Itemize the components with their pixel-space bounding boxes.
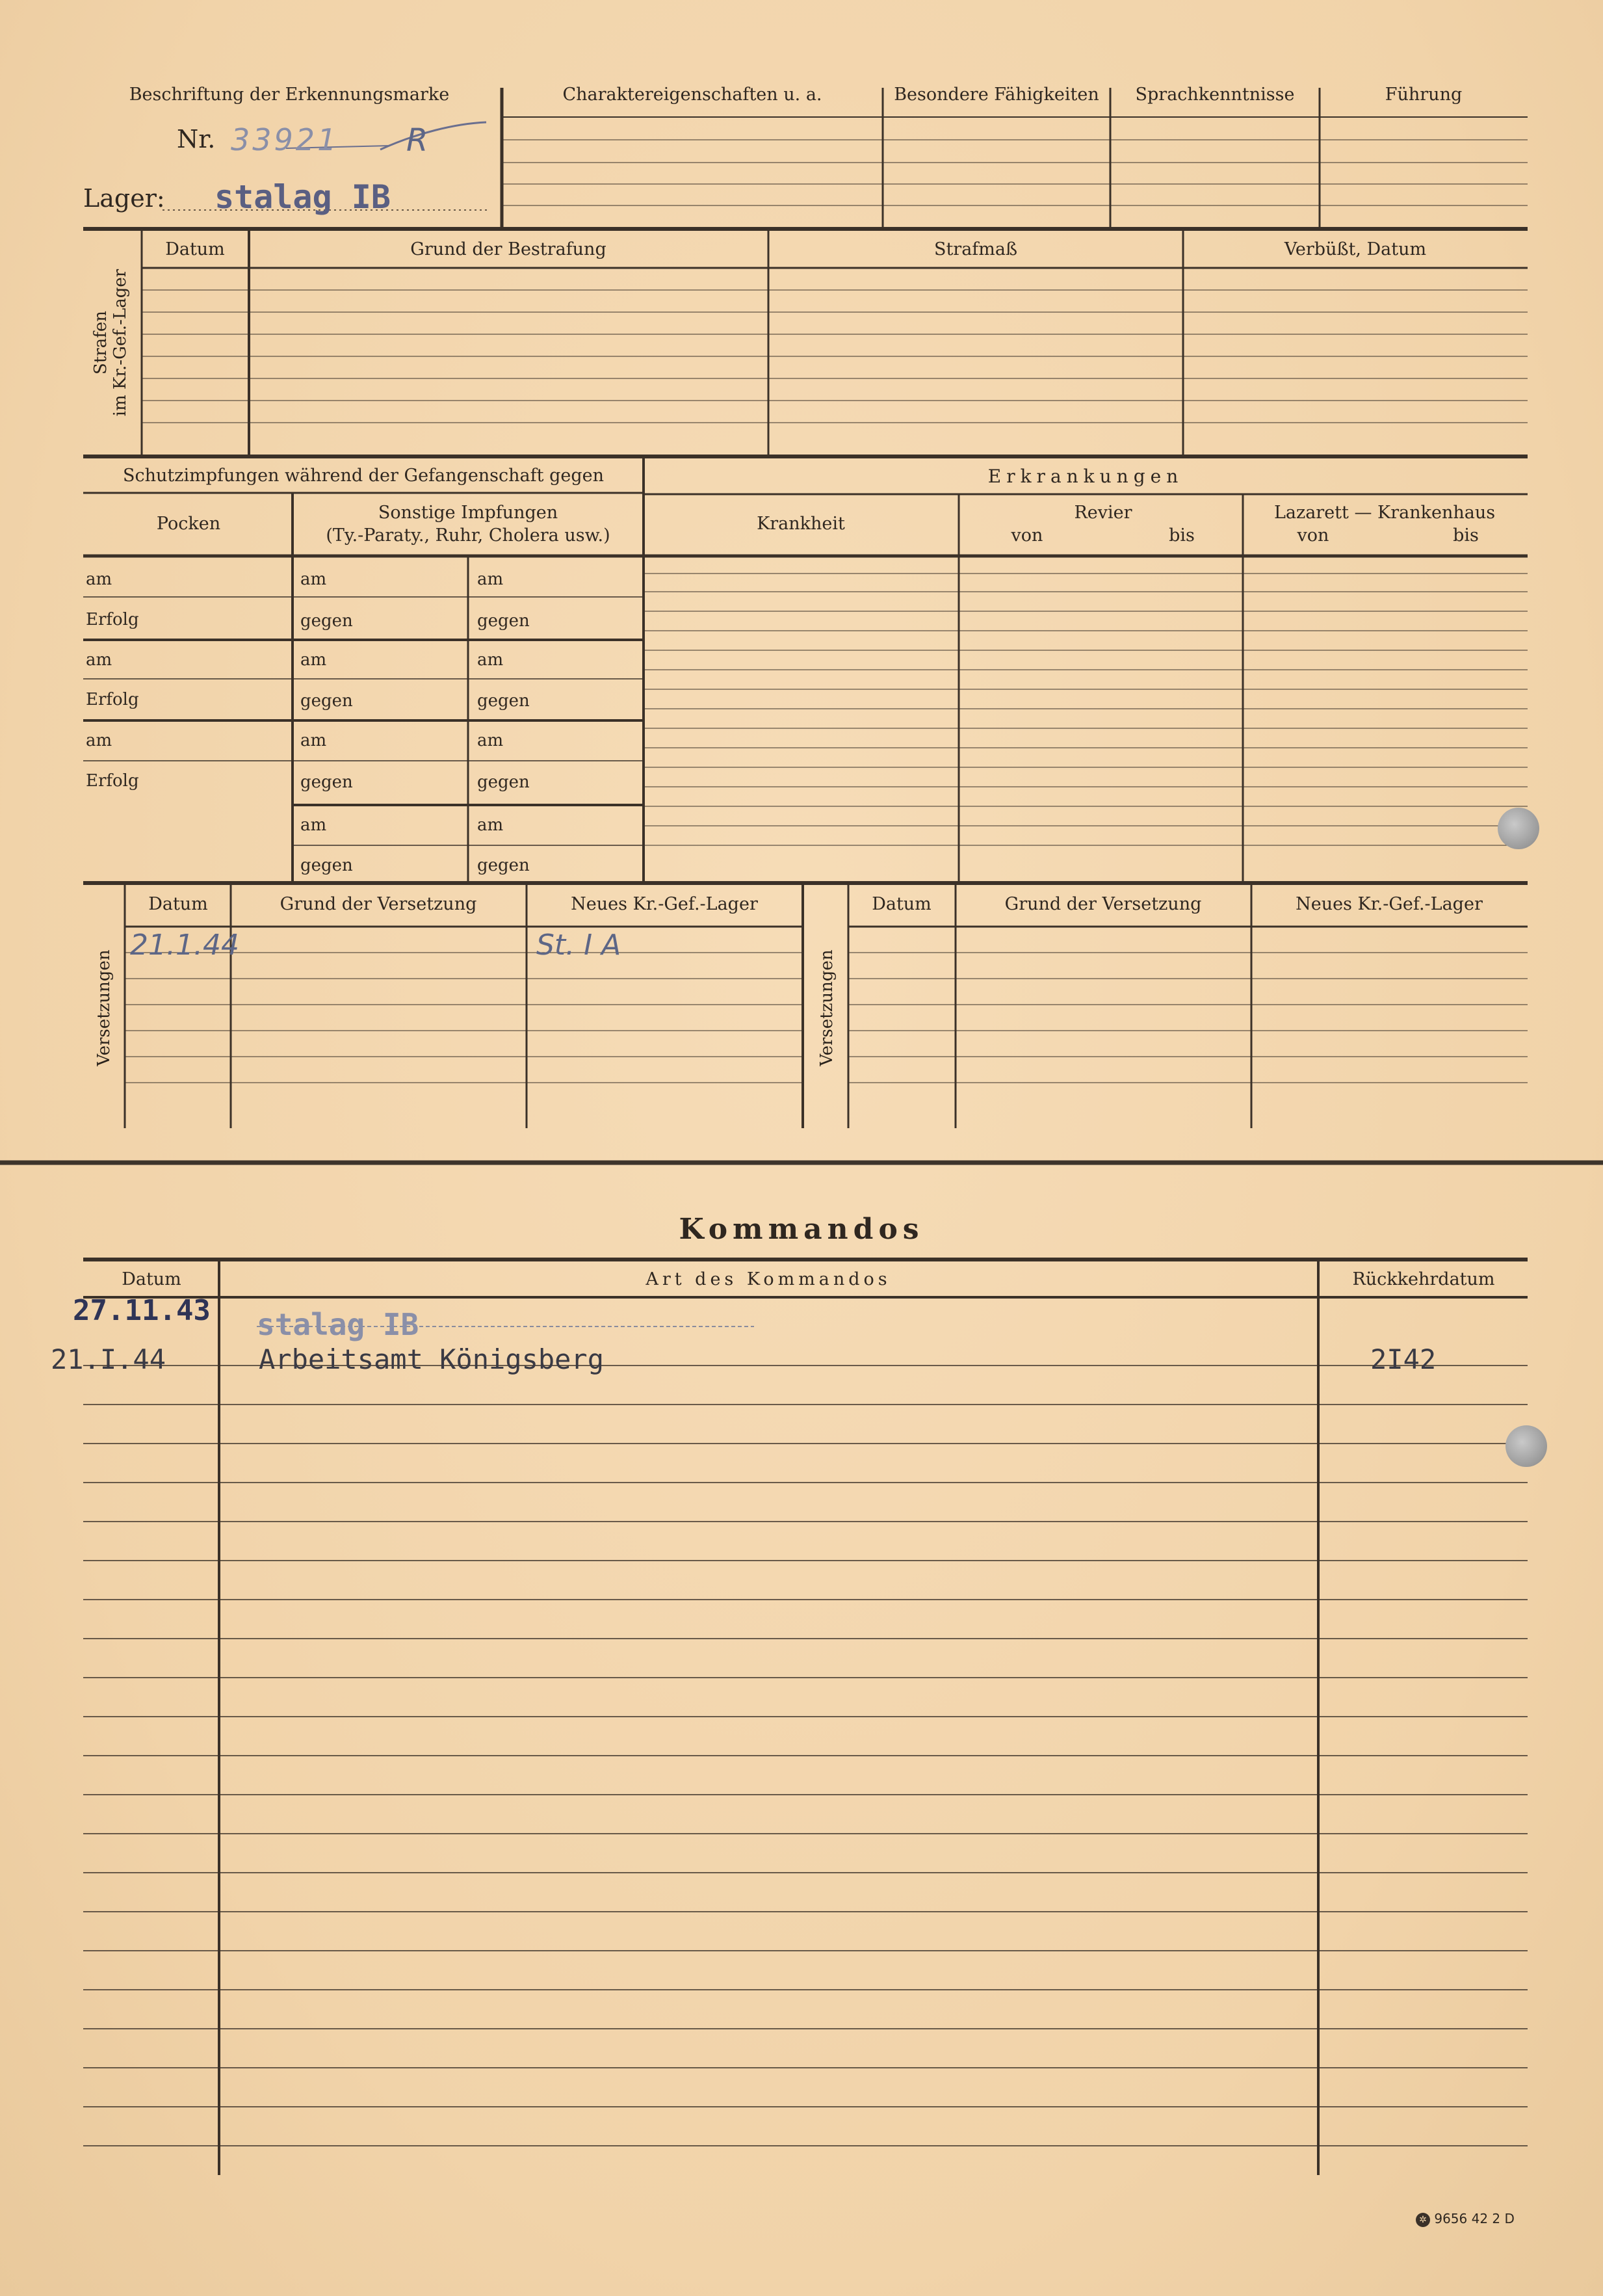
- lazarett-header: Lazarett — Krankenhaus: [1273, 503, 1496, 523]
- nr-suffix: R: [406, 122, 428, 159]
- strafen-side-line2: im Kr.-Gef.-Lager: [111, 269, 130, 417]
- sonstige-am-a4: am: [300, 815, 327, 835]
- kommando-art-header: Art des Kommandos: [645, 1269, 891, 1289]
- revier-bis: bis: [1169, 525, 1195, 546]
- kommando-entry-text: Arbeitsamt Königsberg: [259, 1343, 605, 1375]
- kommando-rueckkehr-header: Rückkehrdatum: [1352, 1269, 1495, 1289]
- lazarett-bis: bis: [1453, 525, 1479, 546]
- erkrankungen-title: Erkrankungen: [987, 466, 1184, 487]
- punch-hole-upper: [1498, 808, 1539, 849]
- strafen-side-label: [91, 269, 130, 416]
- nr-value: 33921: [231, 122, 339, 157]
- strafen-side-line1: Strafen: [91, 311, 111, 375]
- sprachkenntnisse-header: Sprachkenntnisse: [1135, 85, 1295, 105]
- impfungen-title: Schutzimpfungen während der Gefangenschaft gegen: [123, 466, 604, 486]
- pocken-am-1: am: [86, 570, 112, 589]
- versetzung-datum-header-right: Datum: [872, 894, 932, 914]
- erkennungsmarke-header: Beschriftung der Erkennungsmarke: [129, 85, 450, 105]
- sonstige-gegen-b4: gegen: [477, 856, 530, 875]
- kommando-datum-header: Datum: [122, 1269, 181, 1289]
- print-code: [1416, 2211, 1515, 2227]
- revier-header: Revier: [1074, 503, 1132, 523]
- versetzung-lager-header-right: Neues Kr.-Gef.-Lager: [1296, 894, 1483, 914]
- versetzung-grund-header-right: Grund der Versetzung: [1004, 894, 1202, 914]
- lazarett-von: von: [1297, 525, 1329, 546]
- sonstige-am-b1: am: [477, 570, 504, 589]
- versetzung-entry-lager: St. I A: [536, 929, 621, 962]
- kommando-entry-date: 21.I.44: [51, 1343, 166, 1375]
- sonstige-am-b4: am: [477, 815, 504, 835]
- strafen-datum-header: Datum: [165, 239, 225, 259]
- fuehrung-header: Führung: [1385, 85, 1463, 105]
- strafen-strafmass-header: Strafmaß: [933, 239, 1018, 259]
- lager-label: Lager:: [83, 184, 165, 213]
- sonstige-am-a1: am: [300, 570, 327, 589]
- nr-label: Nr.: [177, 125, 216, 153]
- sonstige-subheader: (Ty.-Paraty., Ruhr, Cholera usw.): [326, 525, 610, 546]
- versetzung-lager-header-left: Neues Kr.-Gef.-Lager: [571, 894, 758, 914]
- lager-stamp: stalag IB: [215, 178, 391, 216]
- krankheit-header: Krankheit: [757, 514, 845, 534]
- sonstige-gegen-b2: gegen: [477, 691, 530, 711]
- sonstige-gegen-a4: gegen: [300, 856, 353, 875]
- sonstige-gegen-a3: gegen: [300, 772, 353, 792]
- versetzung-datum-header-left: Datum: [148, 894, 208, 914]
- strafen-grund-header: Grund der Bestrafung: [410, 239, 606, 259]
- strafen-verbuesst-header: Verbüßt, Datum: [1284, 239, 1427, 259]
- pocken-erfolg-3: Erfolg: [86, 771, 139, 791]
- sonstige-am-b2: am: [477, 650, 504, 670]
- charakter-header: Charaktereigenschaften u. a.: [562, 85, 822, 105]
- pocken-am-2: am: [86, 650, 112, 670]
- versetzungen-side-label-right: Versetzungen: [817, 949, 837, 1066]
- versetzung-entry-datum: 21.1.44: [130, 929, 239, 962]
- print-seal-icon: ✲: [1416, 2213, 1430, 2227]
- sonstige-gegen-b1: gegen: [477, 611, 530, 631]
- pocken-erfolg-2: Erfolg: [86, 690, 139, 709]
- pocken-erfolg-1: Erfolg: [86, 610, 139, 629]
- kommandos-title: Kommandos: [679, 1213, 924, 1246]
- sonstige-am-a3: am: [300, 731, 327, 750]
- pocken-header: Pocken: [156, 514, 221, 534]
- kommando-stamp-text: stalag IB: [257, 1307, 419, 1342]
- versetzungen-side-label-left: Versetzungen: [94, 949, 114, 1066]
- revier-von: von: [1011, 525, 1043, 546]
- versetzung-grund-header-left: Grund der Versetzung: [280, 894, 477, 914]
- sonstige-gegen-a1: gegen: [300, 611, 353, 631]
- sonstige-header: Sonstige Impfungen: [378, 503, 558, 523]
- faehigkeiten-header: Besondere Fähigkeiten: [894, 85, 1099, 105]
- sonstige-am-b3: am: [477, 731, 504, 750]
- punch-hole-lower: [1505, 1425, 1547, 1467]
- kommando-stamp-date: 27.11.43: [73, 1294, 211, 1327]
- sonstige-am-a2: am: [300, 650, 327, 670]
- pocken-am-3: am: [86, 731, 112, 750]
- print-code-text: 9656 42 2 D: [1434, 2211, 1515, 2226]
- sonstige-gegen-b3: gegen: [477, 772, 530, 792]
- kommando-entry-return: 2I42: [1370, 1343, 1437, 1375]
- sonstige-gegen-a2: gegen: [300, 691, 353, 711]
